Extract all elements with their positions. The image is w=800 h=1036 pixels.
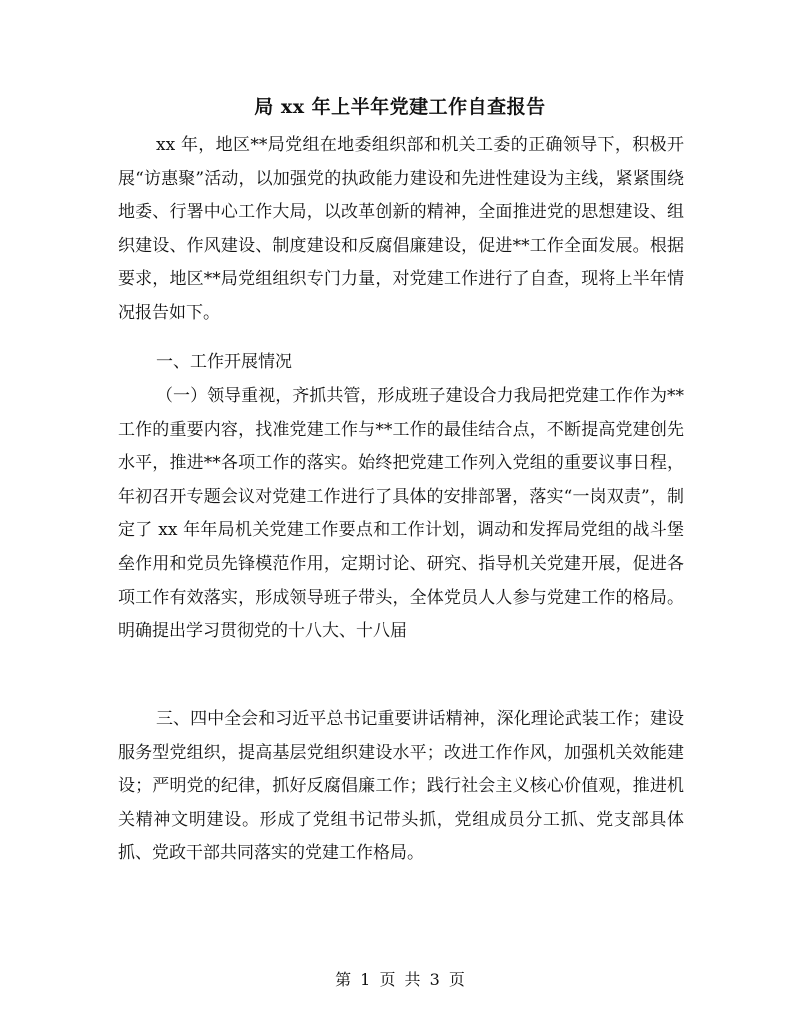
document-title: 局 xx 年上半年党建工作自查报告 bbox=[254, 96, 546, 118]
paragraph-intro: xx 年，地区**局党组在地委组织部和机关工委的正确领导下，积极开展“访惠聚”活动，以加强党的执政能力建设和先进性建设为主线，紧紧围绕地委、行署中心工作大局，以改革创新的精神，全面推进党的思想建设、组织建设、作风建设、制度建设和反腐倡廉建设，促进**工作全面发展。根据要求，地区**局党组组织专门力量，对党建工作进行了自查，现将上半年情况报告如下。 bbox=[118, 135, 684, 323]
page-number-footer: 第 1 页 共 3 页 bbox=[335, 970, 465, 989]
section-heading-work-status: 一、工作开展情况 bbox=[156, 352, 292, 372]
paragraph-leadership: （一）领导重视，齐抓共管，形成班子建设合力我局把党建工作作为**工作的重要内容，找准党建工作与**工作的最佳结合点，不断提高党建创先水平，推进**各项工作的落实。始终把党建工作列入党组的重要议事日程，年初召开专题会议对党建工作进行了具体的安排部署，落实“一岗双责”，制定了 xx 年年局机关党建工作要点和工作计划，调动和发挥局党组的战斗堡垒作用和党员先锋模范作用，定期讨论、研究、指导机关党建开展，促进各项工作有效落实，形成领导班子带头，全体党员人人参与党建工作的格局。明确提出学习贯彻党的十八大、十八届 bbox=[118, 386, 684, 642]
paragraph-plenary-sessions: 三、四中全会和习近平总书记重要讲话精神，深化理论武装工作；建设服务型党组织，提高基层党组织建设水平；改进工作作风，加强机关效能建设；严明党的纪律，抓好反腐倡廉工作；践行社会主义核心价值观，推进机关精神文明建设。形成了党组书记带头抓，党组成员分工抓、党支部具体抓、党政干部共同落实的党建工作格局。 bbox=[118, 709, 684, 864]
